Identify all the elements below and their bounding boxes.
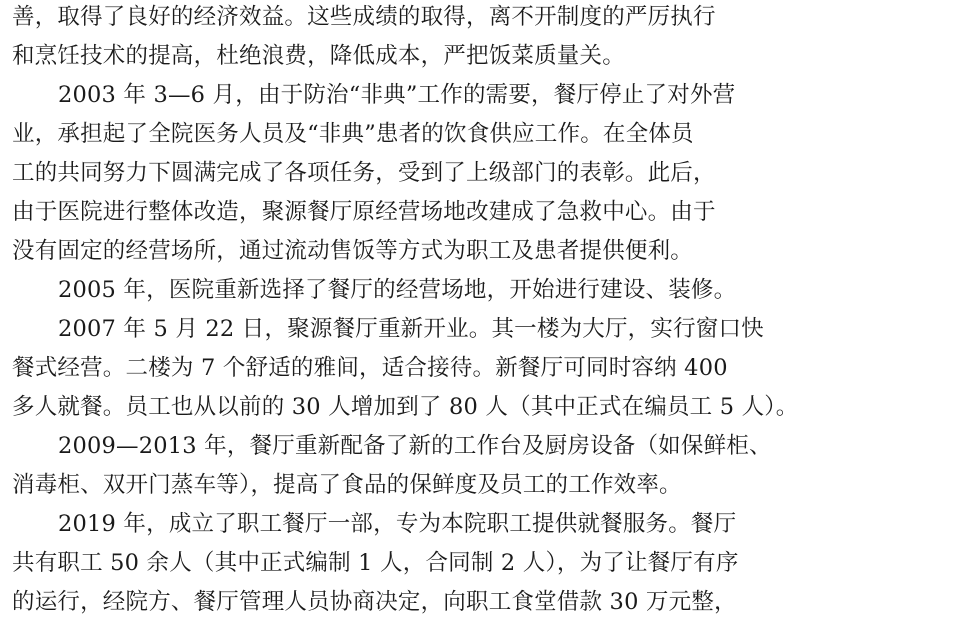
paragraph-first-line: 2003 年 3—6 月，由于防治“非典”工作的需要，餐厅停止了对外营 bbox=[58, 82, 736, 108]
paragraph-first-line: 2007 年 5 月 22 日，聚源餐厅重新开业。其一楼为大厅，实行窗口快 bbox=[58, 316, 764, 342]
paragraph-first-line: 2019 年，成立了职工餐厅一部，专为本院职工提供就餐服务。餐厅 bbox=[58, 511, 737, 537]
text-line: 共有职工 50 余人（其中正式编制 1 人，合同制 2 人），为了让餐厅有序 bbox=[12, 550, 739, 576]
text-line: 工的共同努力下圆满完成了各项任务，受到了上级部门的表彰。此后， bbox=[12, 160, 716, 186]
text-line: 多人就餐。员工也从以前的 30 人增加到了 80 人（其中正式在编员工 5 人）。 bbox=[12, 394, 799, 420]
text-line: 没有固定的经营场所，通过流动售饭等方式为职工及患者提供便利。 bbox=[12, 238, 694, 264]
paragraph-first-line: 2005 年，医院重新选择了餐厅的经营场地，开始进行建设、装修。 bbox=[58, 277, 737, 303]
text-line: 的运行，经院方、餐厅管理人员协商决定，向职工食堂借款 30 万元整， bbox=[12, 589, 737, 615]
text-line: 业，承担起了全院医务人员及“非典”患者的饮食供应工作。在全体员 bbox=[12, 121, 694, 147]
document-page bbox=[12, 0, 832, 622]
paragraph-first-line: 2009—2013 年，餐厅重新配备了新的工作台及厨房设备（如保鲜柜、 bbox=[58, 433, 772, 459]
text-line: 由于医院进行整体改造，聚源餐厅原经营场地改建成了急救中心。由于 bbox=[12, 199, 716, 225]
text-line: 和烹饪技术的提高，杜绝浪费，降低成本，严把饭菜质量关。 bbox=[12, 43, 625, 69]
text-line: 善，取得了良好的经济效益。这些成绩的取得，离不开制度的严厉执行 bbox=[12, 4, 716, 30]
text-line: 消毒柜、双开门蒸车等），提高了食品的保鲜度及员工的工作效率。 bbox=[12, 472, 682, 498]
text-line: 餐式经营。二楼为 7 个舒适的雅间，适合接待。新餐厅可同时容纳 400 bbox=[12, 355, 728, 381]
